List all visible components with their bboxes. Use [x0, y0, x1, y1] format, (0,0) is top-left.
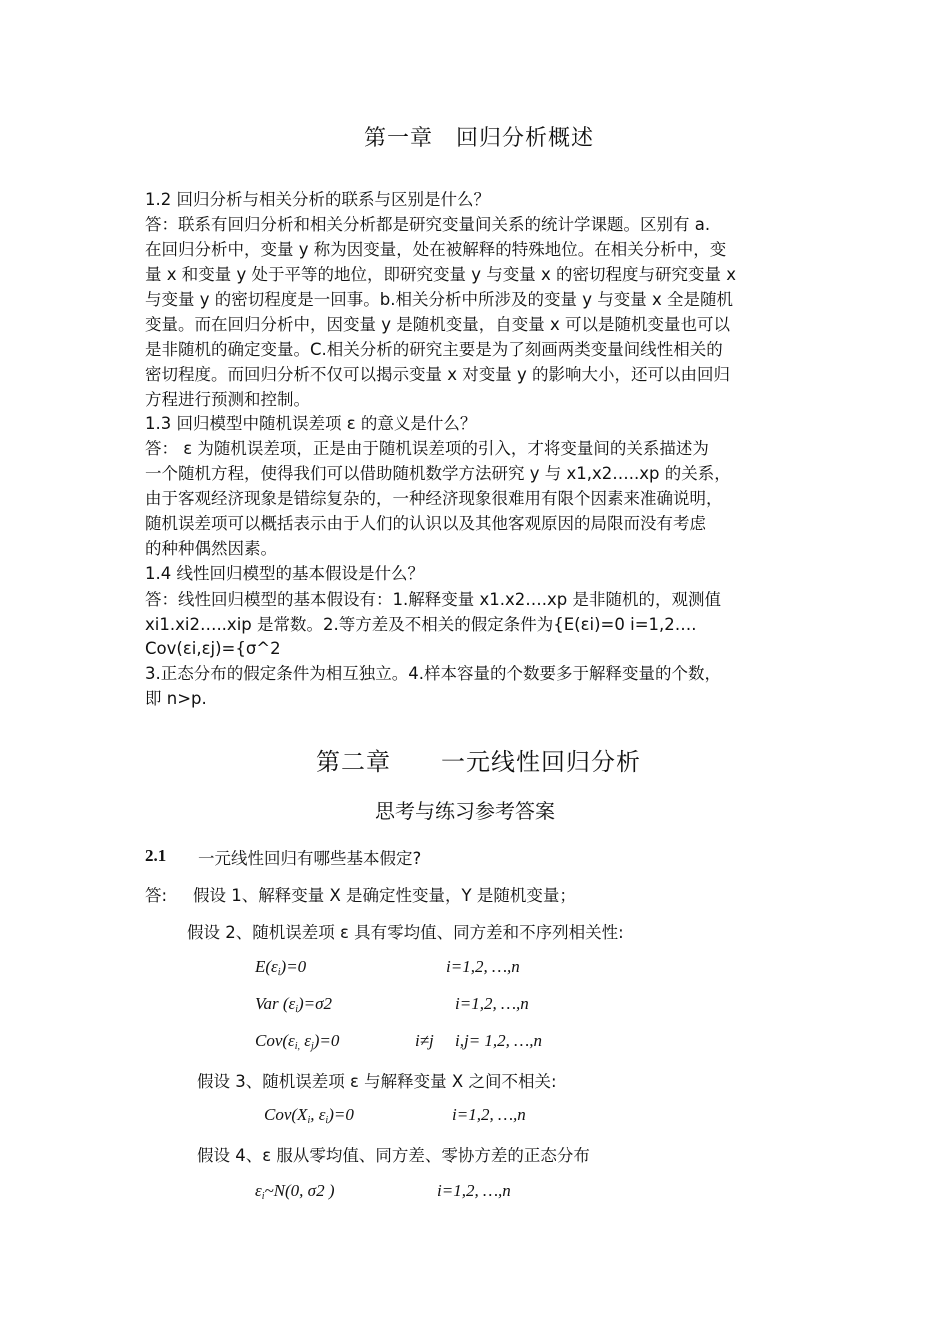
formula-range: i,j= 1,2, …,n — [455, 1031, 543, 1050]
text-line: 由于客观经济现象是错综复杂的，一种经济现象很难用有限个因素来准确说明， — [145, 489, 723, 508]
formula-range: i=1,2, …,n — [452, 1105, 526, 1124]
text-line: 的种种偶然因素。 — [145, 539, 277, 558]
formula-variance: Var $(\varepsilon_i)=\sigma 2$ — [255, 994, 333, 1015]
text-line: 方程进行预测和控制。 — [145, 390, 310, 409]
formula-covariance: $Cov(\varepsilon_{i,}$ $\varepsilon_j)=0$ — [255, 1031, 340, 1052]
formula-range: i=1,2, …,n — [437, 1181, 511, 1200]
assumption-3: 假设 3、随机误差项 ε 与解释变量 X 之间不相关: — [197, 1072, 557, 1091]
text-line: 量 x 和变量 y 处于平等的地位，即研究变量 y 与变量 x 的密切程度与研究变量 x — [145, 265, 737, 284]
question-text: 一元线性回归有哪些基本假定? — [198, 849, 422, 868]
text-line: 答：联系有回归分析和相关分析都是研究变量间关系的统计学课题。区别有 a. — [145, 215, 711, 234]
text-line: 答： ε 为随机误差项，正是由于随机误差项的引入，才将变量间的关系描述为 — [145, 439, 709, 458]
text-line: 1.2 回归分析与相关分析的联系与区别是什么？ — [145, 190, 490, 209]
formula-normal: $\varepsilon_i\sim N(0$, σ2 ) — [255, 1181, 335, 1202]
assumption-2: 假设 2、随机误差项 ε 具有零均值、同方差和不序列相关性: — [187, 923, 624, 942]
answer-label: 答: — [145, 886, 168, 905]
assumption-4: 假设 4、ε 服从零均值、同方差、零协方差的正态分布 — [197, 1146, 590, 1165]
text-line: 1.4 线性回归模型的基本假设是什么？ — [145, 564, 424, 583]
text-line: 变量。而在回归分析中，因变量 y 是随机变量，自变量 x 可以是随机变量也可以 — [145, 315, 731, 334]
text-line: 密切程度。而回归分析不仅可以揭示变量 x 对变量 y 的影响大小，还可以由回归 — [145, 365, 731, 384]
text-line: 随机误差项可以概括表示由于人们的认识以及其他客观原因的局限而没有考虑 — [145, 514, 706, 533]
formula-expectation: $E(\varepsilon_i)=0$ — [255, 957, 307, 978]
text-line: 3.正态分布的假定条件为相互独立。4.样本容量的个数要多于解释变量的个数， — [145, 664, 721, 683]
text-line: 一个随机方程，使得我们可以借助随机数学方法研究 y 与 x1,x2…..xp 的关系， — [145, 464, 731, 483]
assumption-1: 假设 1、解释变量 X 是确定性变量，Y 是随机变量； — [193, 886, 576, 905]
text-line: 答：线性回归模型的基本假设有：1.解释变量 x1.x2….xp 是非随机的，观测值 — [145, 590, 721, 609]
text-line: 与变量 y 的密切程度是一回事。b.相关分析中所涉及的变量 y 与变量 x 全是随机 — [145, 290, 733, 309]
text-line: 是非随机的确定变量。C.相关分析的研究主要是为了刻画两类变量间线性相关的 — [145, 340, 723, 359]
formula-range: i=1,2, …,n — [446, 957, 520, 976]
chapter1-title: 第一章 回归分析概述 — [364, 126, 595, 151]
text-line: Cov(εi,εj)={σ^2 — [145, 639, 281, 658]
formula-cov-x: $Cov(X_i$, $\varepsilon_i)=0$ — [264, 1105, 354, 1126]
chapter2-title: 第二章 一元线性回归分析 — [316, 748, 641, 776]
text-line: xi1.xi2…..xip 是常数。2.等方差及不相关的假定条件为{E(εi)=0 i=1,2…. — [145, 615, 697, 634]
chapter2-subtitle: 思考与练习参考答案 — [375, 799, 555, 823]
text-line: 1.3 回归模型中随机误差项 ε 的意义是什么？ — [145, 414, 477, 433]
formula-range: i=1,2, …,n — [455, 994, 529, 1013]
formula-condition: i≠j — [415, 1031, 434, 1050]
text-line: 在回归分析中，变量 y 称为因变量，处在被解释的特殊地位。在相关分析中，变 — [145, 240, 727, 259]
text-line: 即 n>p. — [145, 689, 207, 708]
question-number: 2.1 — [145, 846, 167, 865]
